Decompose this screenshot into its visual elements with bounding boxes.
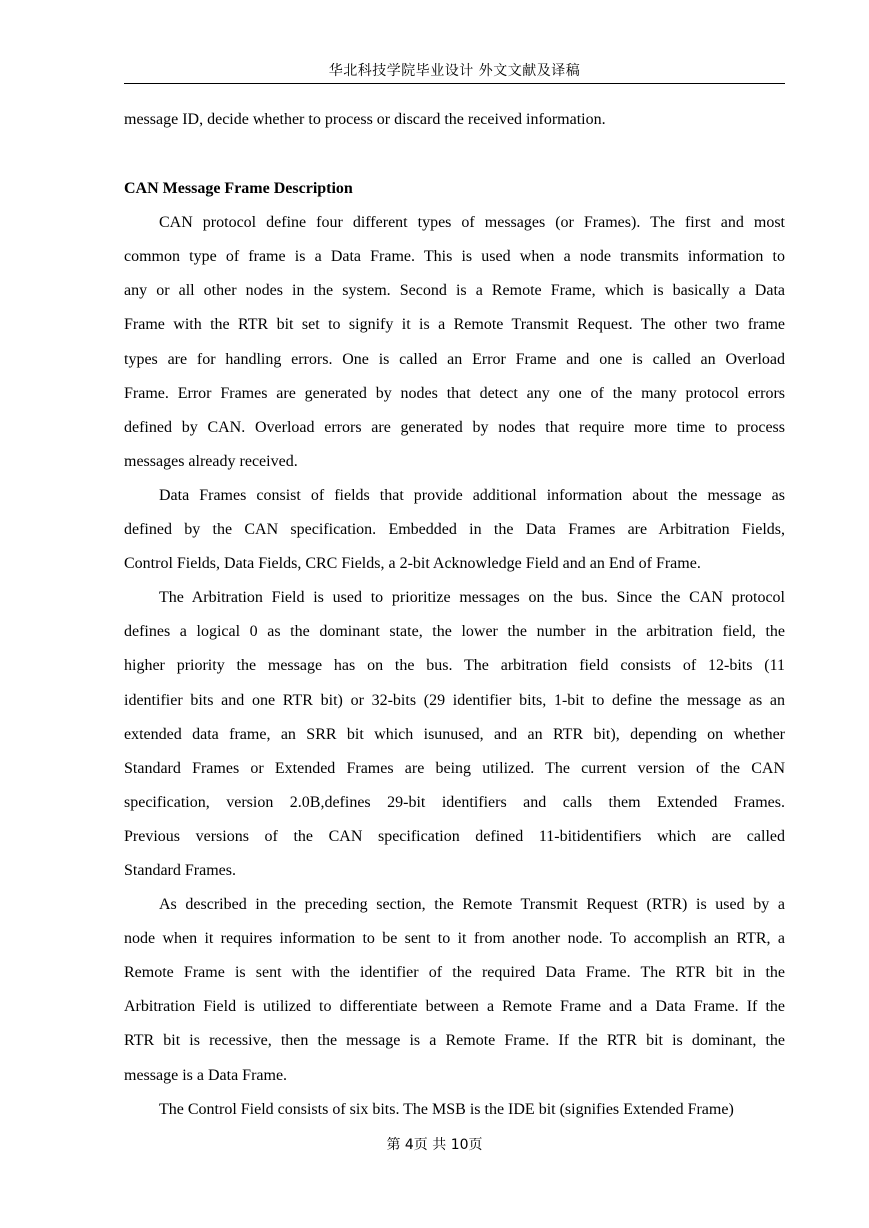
text-line: Previous versions of the CAN specification defined 11-bitidentifiers which are called [124,827,785,845]
text-line: Standard Frames. [124,861,236,879]
intro-line: message ID, decide whether to process or discard the received information. [124,111,606,128]
text-line: CAN protocol define four different types of messages (or Frames). The first and most [159,214,785,232]
text-line: message is a Data Frame. [124,1066,288,1084]
text-line: Arbitration Field is utilized to differentiate between a Remote Frame and a Data Frame. If the [124,998,785,1016]
text-line: defines a logical 0 as the dominant state, the lower the number in the arbitration field, the [124,623,785,641]
header-title: 华北科技学院毕业设计 外文文献及译稿 [328,63,581,79]
paragraph-arbitration-field [124,581,785,888]
text-line: RTR bit is recessive, then the message is a Remote Frame. If the RTR bit is dominant, the [124,1032,785,1050]
text-line: Data Frames consist of fields that provide additional information about the message as [159,486,785,504]
text-line: Control Fields, Data Fields, CRC Fields, a 2-bit Acknowledge Field and an End of Frame. [124,555,701,573]
paragraph-data-frames [124,479,785,581]
page-header [124,60,785,84]
paragraph-control-field [124,1093,785,1127]
text-line: specification, version 2.0B,defines 29-bit identifiers and calls them Extended Frames. [124,793,785,811]
text-line: types are for handling errors. One is called an Error Frame and one is called an Overload [124,350,785,368]
paragraph-rtr [124,888,785,1093]
text-line: higher priority the message has on the bus. The arbitration field consists of 12-bits (11 [124,657,785,675]
text-line: As described in the preceding section, the Remote Transmit Request (RTR) is used by a [159,896,785,914]
text-line: The Control Field consists of six bits. The MSB is the IDE bit (signifies Extended Frame) [159,1100,734,1118]
text-line: Standard Frames or Extended Frames are being utilized. The current version of the CAN [124,759,785,777]
text-line: common type of frame is a Data Frame. This is used when a node transmits information to [124,248,785,266]
text-line: any or all other nodes in the system. Second is a Remote Frame, which is basically a Data [124,282,785,300]
text-line: node when it requires information to be sent to it from another node. To accomplish an RTR, a [124,930,785,948]
document-body [124,103,785,1127]
text-line: Frame with the RTR bit set to signify it is a Remote Transmit Request. The other two frame [124,316,785,334]
paragraph-gap [124,137,785,172]
section-heading: CAN Message Frame Description [124,180,353,198]
text-line: extended data frame, an SRR bit which isunused, and an RTR bit), depending on whether [124,725,785,743]
text-line: The Arbitration Field is used to prioritize messages on the bus. Since the CAN protocol [159,589,785,607]
text-line: Frame. Error Frames are generated by nodes that detect any one of the many protocol errors [124,384,785,402]
page-footer [0,1134,869,1156]
paragraph-frame-types [124,206,785,479]
page-number: 第 4页 共 10页 [386,1137,483,1153]
text-line: defined by CAN. Overload errors are generated by nodes that require more time to process [124,418,785,436]
text-line: identifier bits and one RTR bit) or 32-bits (29 identifier bits, 1-bit to define the message as an [124,691,785,709]
text-line: Remote Frame is sent with the identifier of the required Data Frame. The RTR bit in the [124,964,785,982]
text-line: messages already received. [124,452,298,470]
text-line: defined by the CAN specification. Embedded in the Data Frames are Arbitration Fields, [124,521,785,539]
